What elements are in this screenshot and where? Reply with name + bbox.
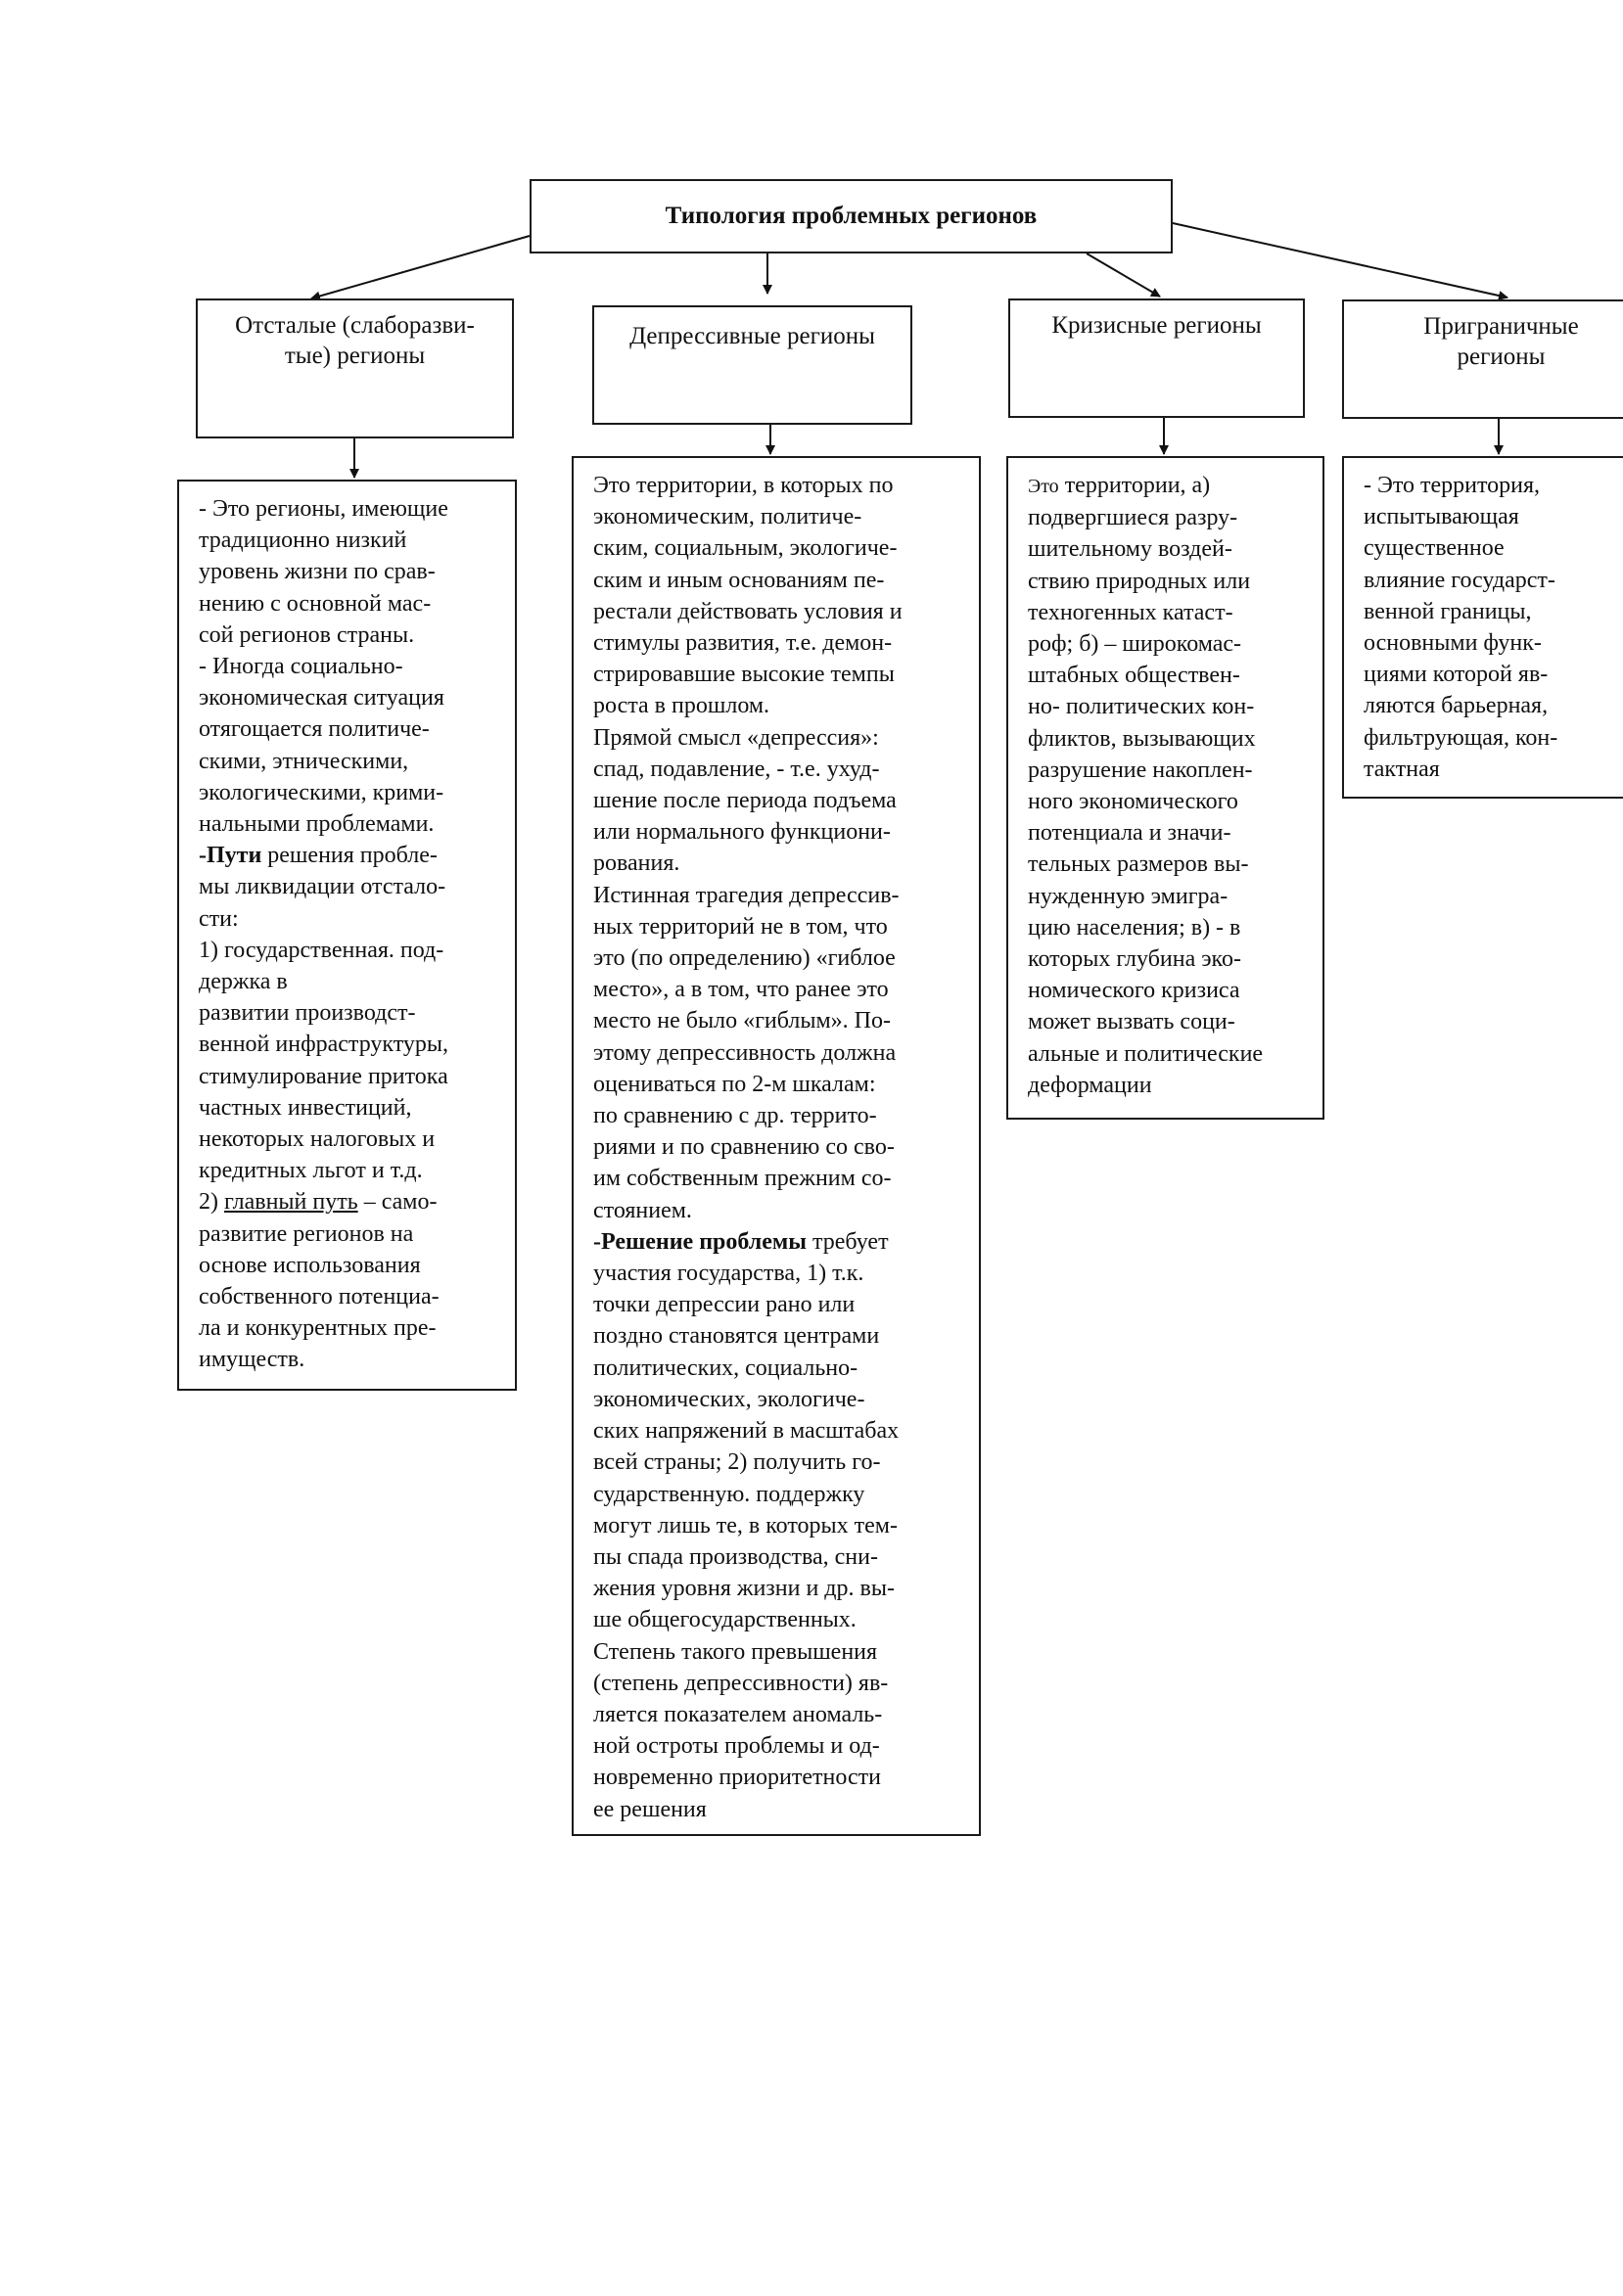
- arrow-root-to-crisis: [1087, 253, 1160, 297]
- arrow-root-to-lagging: [311, 236, 530, 298]
- root-typology-box: [530, 179, 1173, 253]
- depressed-solution-heading: -Решение проблемы: [593, 1228, 807, 1255]
- crisis-lead-word: Это: [1028, 476, 1059, 497]
- category-border-label: Приграничные регионы: [1423, 313, 1579, 370]
- lagging-main-path: главный путь: [224, 1189, 358, 1216]
- description-lagging: [177, 480, 517, 1391]
- description-depressed: [572, 456, 981, 1836]
- arrow-root-to-border: [1173, 223, 1507, 298]
- lagging-ways-tail: – само- развитие регионов на основе использования собственного потенциа- ла и конкурентных пре- имуществ.: [199, 1189, 440, 1373]
- lagging-ways-heading: -Пути: [199, 843, 262, 869]
- description-border: [1342, 456, 1623, 799]
- category-border-regions: [1342, 299, 1623, 419]
- depressed-solution-text: требует участия государства, 1) т.к. точки депрессии рано или поздно становятся центрами политических, социально- экономических, экологиче- ских напряжений в масштабах всей страны; 2) получить го- сударственную. поддержку могут лишь те, в которых тем- пы спада производства, сни- жения уровня жизни и др. вы- ше общегосударственных. Степень такого превышения (степень депрессивности) яв- ляется показателем аномаль- ной остроты проблемы и од- новременно приоритетности ее решения: [593, 1228, 900, 1822]
- category-crisis-label: Кризисные регионы: [1051, 312, 1262, 339]
- root-title: Типология проблемных регионов: [665, 203, 1038, 229]
- category-depressed-regions: [592, 305, 912, 425]
- category-depressed-label: Депрессивные регионы: [629, 323, 875, 349]
- category-lagging-regions: [196, 298, 514, 438]
- lagging-intro-text: - Это регионы, имеющие традиционно низкий уровень жизни по срав- нению с основной мас- сой регионов страны. - Иногда социально- экономическая ситуация отягощается политиче- скими, этническими, экологическими, крими- нальными проблемами.: [199, 496, 448, 838]
- category-crisis-regions: [1008, 298, 1305, 418]
- lagging-ways-text: решения пробле- мы ликвидации отстало- сти: 1) государственная. под- держка в развитии производст- венной инфраструктуры, стимулирование притока частных инвестиций, некоторых налоговых и кредитных льгот и т.д. 2): [199, 843, 449, 1216]
- description-crisis: [1006, 456, 1324, 1120]
- category-lagging-label: Отсталые (слаборазви- тые) регионы: [235, 312, 475, 369]
- depressed-intro-text: Это территории, в которых по экономическим, политиче- ским, социальным, экологиче- ским и иным основаниям пе- рестали действовать условия и стимулы развития, т.е. демон- стрировавшие высокие темпы роста в прошлом. Прямой смысл «депрессия»: спад, подавление, - т.е. ухуд- шение после периода подъема или нормального функциони- рования. Истинная трагедия депрессив- ных территорий не в том, что это (по определению) «гиблое место», а в том, что ранее это место не было «гиблым». По- этому депрессивность должна оцениваться по 2-м шкалам: по сравнению с др. террито- риями и по сравнению со сво- им собственным прежним со- стоянием.: [593, 473, 903, 1223]
- crisis-text: территории, а) подвергшиеся разру- шительному воздей- ствию природных или техногенных катаст- роф; б) – широкомас- штабных обществен- но- политических кон- фликтов, вызывающих разрушение накоплен- ного экономического потенциала и значи- тельных размеров вы- нужденную эмигра- цию населения; в) - в которых глубина эко- номического кризиса может вызвать соци- альные и политические деформации: [1028, 473, 1264, 1098]
- border-text: - Это территория, испытывающая существенное влияние государст- венной границы, основными функ- циями которой яв- ляются барьерная, фильтрующая, кон- тактная: [1364, 473, 1558, 782]
